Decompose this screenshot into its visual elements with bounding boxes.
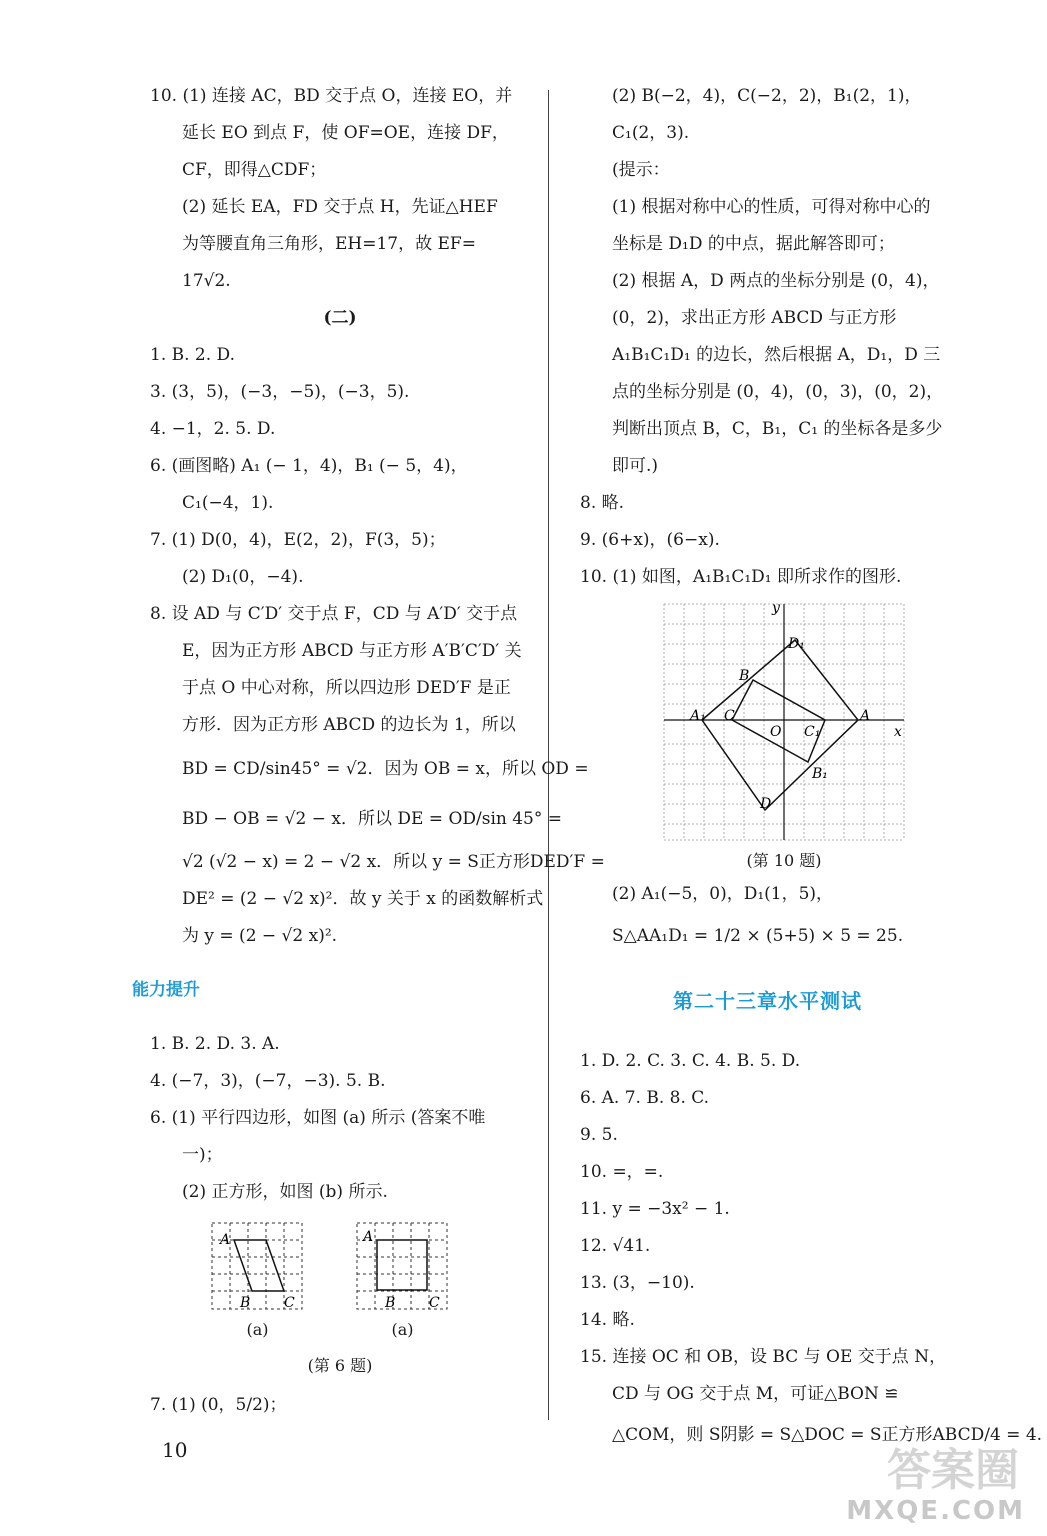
- answer-line: 10. (1) 如图，A₁B₁C₁D₁ 即所求作的图形.: [580, 567, 902, 587]
- label-c: C: [284, 1295, 295, 1311]
- q10-line: 为等腰直角三角形，EH=17，故 EF=: [182, 234, 476, 254]
- answer-line: 6. A. 7. B. 8. C.: [580, 1088, 710, 1108]
- answer-line: C₁(2，3).: [612, 123, 690, 143]
- answer-line: (2) 正方形，如图 (b) 所示.: [182, 1182, 388, 1202]
- figure-b: [355, 1219, 450, 1345]
- answer-line: 方形．因为正方形 ABCD 的边长为 1，所以: [182, 715, 516, 735]
- answer-line: 于点 O 中心对称，所以四边形 DED′F 是正: [182, 678, 511, 698]
- answer-line: BD − OB = √2 − x．所以 DE = OD/sin 45° =: [182, 809, 563, 829]
- answer-line: 6. (画图略) A₁ (− 1，4)，B₁ (− 5，4)，: [150, 456, 468, 476]
- answer-line: CD 与 OG 交于点 M，可证△BON ≌: [612, 1384, 899, 1404]
- answer-line: BD = CD/sin45° = √2．因为 OB = x，所以 OD =: [182, 759, 589, 779]
- chapter-title: 第二十三章水平测试: [673, 989, 862, 1013]
- answer-line: √2 (√2 − x) = 2 − √2 x．所以 y = S正方形DED′F =: [182, 852, 605, 872]
- sub-heading: (二): [323, 308, 357, 328]
- point-d1-label: D₁: [788, 636, 805, 652]
- coordinate-graph: [662, 602, 906, 842]
- fig10-wrapper: [580, 602, 955, 876]
- section-heading: 能力提升: [132, 980, 200, 1000]
- answer-line: △COM，则 S阴影 = S△DOC = S正方形ABCD/4 = 4.: [612, 1425, 1043, 1445]
- axis-x-label: x: [894, 724, 902, 740]
- answer-line: 4. −1，2. 5. D.: [150, 419, 276, 439]
- answer-line: (2) B(−2，4)，C(−2，2)，B₁(2，1)，: [612, 86, 922, 106]
- point-a1-label: A₁: [690, 708, 706, 724]
- answer-line: 15. 连接 OC 和 OB，设 BC 与 OE 交于点 N，: [580, 1347, 947, 1367]
- parallelogram-figure: [210, 1219, 305, 1311]
- hint-line: (1) 根据对称中心的性质，可得对称中心的: [612, 197, 931, 217]
- label-b: B: [385, 1295, 396, 1311]
- label-c: C: [429, 1295, 440, 1311]
- q10-line: 10. (1) 连接 AC，BD 交于点 O，连接 EO，并: [150, 86, 513, 106]
- answer-line: 14. 略.: [580, 1310, 635, 1330]
- q10-line: 17√2.: [182, 271, 231, 291]
- axis-y-label: y: [772, 602, 780, 616]
- q10-line: CF，即得△CDF；: [182, 160, 327, 180]
- point-c-label: C: [724, 708, 735, 724]
- watermark-logo: 答案圈: [887, 1445, 1019, 1496]
- answer-line: 4. (−7，3)，(−7，−3). 5. B.: [150, 1071, 386, 1091]
- q10-line: (2) 延长 EA，FD 交于点 H，先证△HEF: [182, 197, 498, 217]
- hint-line: (0，2)，求出正方形 ABCD 与正方形: [612, 308, 897, 328]
- answer-line: 7. (1) (0，5/2)；: [150, 1395, 287, 1415]
- answer-line: 为 y = (2 − √2 x)².: [182, 926, 338, 946]
- answer-line: 6. (1) 平行四边形，如图 (a) 所示 (答案不唯: [150, 1108, 486, 1128]
- answer-line: 7. (1) D(0，4)，E(2，2)，F(3，5)；: [150, 530, 446, 550]
- square-figure: [355, 1219, 450, 1311]
- figure-caption: (a): [246, 1320, 269, 1339]
- hint-line: 即可.): [612, 456, 659, 476]
- answer-line: DE² = (2 − √2 x)²．故 y 关于 x 的函数解析式: [182, 889, 544, 909]
- origin-label: O: [770, 724, 782, 740]
- answer-line: C₁(−4，1).: [182, 493, 274, 513]
- answer-line: 一)；: [182, 1145, 223, 1165]
- hint-line: (2) 根据 A，D 两点的坐标分别是 (0，4)，: [612, 271, 940, 291]
- fig10-caption: (第 10 题): [746, 851, 822, 870]
- point-a-label: A: [860, 708, 871, 724]
- answer-line: 3. (3，5)，(−3，−5)，(−3，5).: [150, 382, 410, 402]
- answer-line: 1. B. 2. D. 3. A.: [150, 1034, 280, 1054]
- answer-line: 9. 5.: [580, 1125, 618, 1145]
- fig6-row: [150, 1219, 530, 1345]
- hint-line: (提示：: [612, 160, 670, 180]
- answer-line: E，因为正方形 ABCD 与正方形 A′B′C′D′ 关: [182, 641, 522, 661]
- answer-line: 1. D. 2. C. 3. C. 4. B. 5. D.: [580, 1051, 801, 1071]
- label-a: A: [220, 1232, 231, 1248]
- point-b1-label: B₁: [812, 766, 828, 782]
- answer-line: S△AA₁D₁ = 1/2 × (5+5) × 5 = 25.: [612, 926, 904, 946]
- answer-line: 8. 略.: [580, 493, 625, 513]
- label-a: A: [363, 1229, 374, 1245]
- answer-line: 12. √41.: [580, 1236, 651, 1256]
- page-number: 10: [162, 1438, 188, 1462]
- hint-line: 坐标是 D₁D 的中点，据此解答即可；: [612, 234, 895, 254]
- q10-line: 延长 EO 到点 F，使 OF=OE，连接 DF，: [182, 123, 509, 143]
- point-c1-label: C₁: [804, 724, 821, 740]
- answer-line: (2) D₁(0，−4).: [182, 567, 304, 587]
- answer-line: 11. y = −3x² − 1.: [580, 1199, 730, 1219]
- hint-line: 点的坐标分别是 (0，4)，(0，3)，(0，2)，: [612, 382, 944, 402]
- answer-line: 9. (6+x)，(6−x).: [580, 530, 720, 550]
- answer-line: 13. (3，−10).: [580, 1273, 695, 1293]
- watermark-url: MXQE.COM: [846, 1496, 1025, 1526]
- point-d-label: D: [760, 796, 772, 812]
- point-b-label: B: [739, 668, 750, 684]
- fig6-caption: (第 6 题): [307, 1356, 373, 1375]
- answer-line: (2) A₁(−5，0)，D₁(1，5)，: [612, 884, 834, 904]
- figure-a: [210, 1219, 305, 1345]
- hint-line: 判断出顶点 B，C，B₁，C₁ 的坐标各是多少: [612, 419, 943, 439]
- answer-line: 10. =，=.: [580, 1162, 664, 1182]
- right-column: [580, 78, 1043, 1457]
- hint-line: A₁B₁C₁D₁ 的边长，然后根据 A，D₁，D 三: [612, 345, 941, 365]
- figure-caption: (a): [391, 1320, 414, 1339]
- answer-line: 8. 设 AD 与 C′D′ 交于点 F，CD 与 A′D′ 交于点: [150, 604, 518, 624]
- label-b: B: [240, 1295, 251, 1311]
- answer-line: 1. B. 2. D.: [150, 345, 235, 365]
